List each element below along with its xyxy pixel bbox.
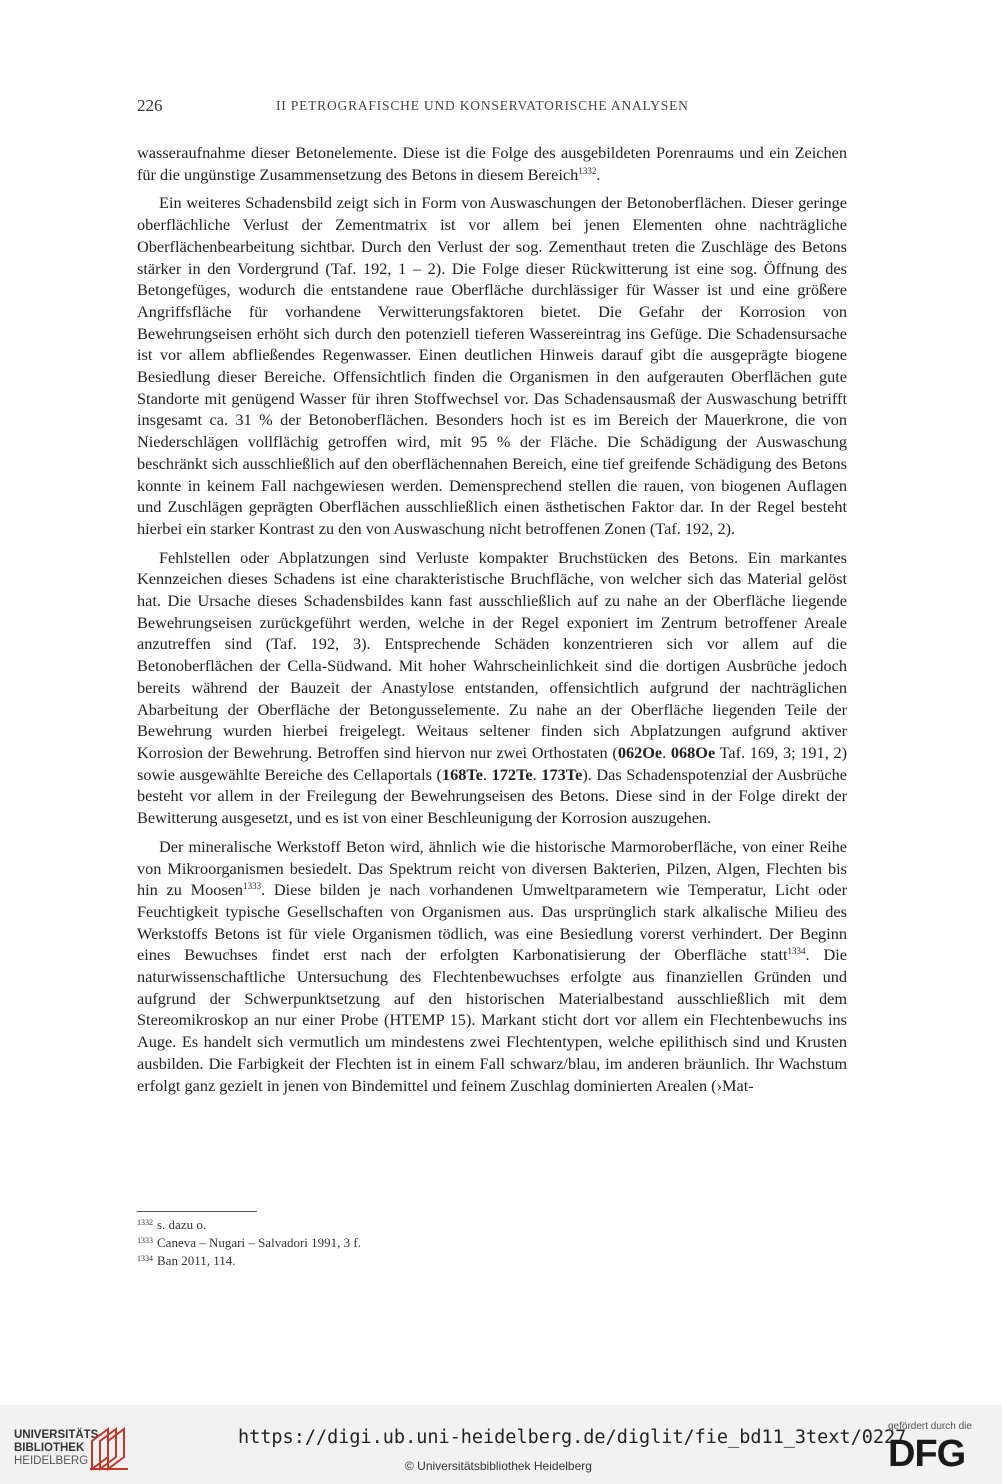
body-text — [137, 142, 847, 1103]
library-name-line1: UNIVERSITÄTS- — [14, 1429, 103, 1441]
dfg-logo: DFG — [888, 1433, 966, 1475]
funder-block[interactable] — [888, 1421, 988, 1474]
page-number: 226 — [137, 96, 163, 115]
object-ref-062Oe: 062Oe — [617, 742, 663, 762]
library-mark-icon — [88, 1423, 140, 1473]
separator: . — [532, 764, 542, 784]
viewer-footer — [0, 1405, 1002, 1484]
running-head: II PETROGRAFISCHE UND KONSERVATORISCHE ANALYSEN — [276, 98, 689, 113]
footnote-number: 1333 — [137, 1236, 153, 1245]
footnote-number: 1334 — [137, 1254, 153, 1263]
footnote-1333 — [137, 1234, 847, 1252]
object-ref-068Oe: 068Oe — [670, 742, 716, 762]
paragraph-4-middle: . Diese bilden je nach vorhandenen Umweltparametern wie Temperatur, Licht oder Feuchtigkeit typische Gesellschaften von Organismen aus. Das ursprünglich stark alkalische Milieu des Werkstoffs Betons ist für viele Organismen tödlich, was eine Besiedlung vorerst verhindert. Der Beginn eines Bewuchses findet erst nach der erfolgten Karbonatisierung der Oberfläche statt — [137, 880, 847, 965]
paragraph-4-text: Der mineralische Werkstoff Beton wird, ähnlich wie die historische Marmoroberfläche, von einer Reihe von Mikroorganismen besiedelt. Das Spektrum reicht von diversen Bakterien, Pilzen, Algen, Flechten bis hin zu Moosen — [137, 836, 847, 900]
footnote-1332 — [137, 1216, 847, 1234]
object-ref-172Te: 172Te — [491, 764, 533, 784]
paragraph-1-end: . — [596, 164, 601, 184]
paragraph-1 — [137, 142, 847, 185]
separator: . — [662, 742, 671, 762]
paragraph-3-text: Fehlstellen oder Abplatzungen sind Verluste kompakter Bruchstücken des Betons. Ein markantes Kennzeichen dieses Schadens ist eine charakteristische Bruchfläche, von welcher sich das Material gelöst hat. Die Ursache dieses Schadensbildes kann fast ausschließlich auf zu nahe an der Oberfläche liegende Bewehrungseisen zurückgeführt werden, welche in der Regel exponiert im Zentrum betroffener Areale anzutreffen sind (Taf. 192, 3). Entsprechende Schäden konzentrieren sich vor allem auf die Betonoberflächen der Cella-Südwand. Mit hoher Wahrscheinlichkeit sind die dortigen Ausbrüche jedoch bereits während der Bauzeit der Anastylose entstanden, offensichtlich aufgrund der nachträglichen Abarbeitung der Oberfläche der Betongusselemente. Zu nahe an der Oberfläche liegenden Teile der Bewehrung wurden hierbei freigelegt. Weitaus seltener finden sich Abplatzungen aufgrund aktiver Korrosion der Bewehrung. Betroffen sind hiervon nur zwei Orthostaten ( — [137, 547, 847, 762]
paragraph-2: Ein weiteres Schadensbild zeigt sich in Form von Auswaschungen der Betonoberflächen. Dieser geringe oberflächliche Verlust der Zementmatrix ist vor allem bei jenen Elementen ohne nachträgliche Oberflächenbearbeitung sichtbar. Durch den Verlust der sog. Zementhaut treten die Zuschläge des Betons stärker in den Vordergrund (Taf. 192, 1 – 2). Die Folge dieser Rückwitterung ist eine sog. Öffnung des Betongefüges, wodurch die entstandene raue Oberfläche durchlässiger für Wasser ist und eine größere Angriffsfläche für vorhandene Verwitterungsfaktoren bietet. Die Gefahr der Korrosion von Bewehrungseisen erhöht sich durch den potenziell tieferen Wassereintrag ins Gefüge. Die Schadensursache ist vor allem abfließendes Regenwasser. Einen deutlichen Hinweis darauf gibt die ausgeprägte biogene Besiedlung dieser Bereiche. Offensichtlich finden die Organismen in den aufgerauten Oberflächen gute Standorte mit genügend Wasser für ihren Stoffwechsel vor. Das Schadensausmaß der Auswaschung betrifft insgesamt ca. 31 % der Betonoberflächen. Besonders hoch ist es im Bereich der Mauerkrone, die von Niederschlägen vollflächig getroffen wird, mit 95 % der Fläche. Die Schädigung der Auswaschung beschränkt sich ausschließlich auf den oberflächennahen Bereich, eine tief greifende Schädigung des Betons konnte in keinem Fall nachgewiesen werden. Demensprechend stellen die rauen, von biogenen Auflagen und Zuschlägen geprägten Oberflächen ausschließlich einen ästhetischen Faktor dar. In der Regel besteht hierbei ein starker Kontrast zu den von Auswaschung nicht betroffenen Zonen (Taf. 192, 2). — [137, 193, 847, 538]
footnote-text: Ban 2011, 114. — [157, 1253, 236, 1268]
paragraph-1-text: wasseraufnahme dieser Betonelemente. Diese ist die Folge des ausgebildeten Porenraums und ein Zeichen für die ungünstige Zusammensetzung des Betons in diesem Bereich — [137, 143, 847, 184]
object-ref-168Te: 168Te — [441, 764, 483, 784]
paragraph-4 — [137, 836, 847, 1096]
paragraph-3-end: ). Das Schadenspotenzial der Ausbrüche besteht vor allem in der Freilegung der Bewehrungseisen des Betons. Diese sind in der Folge direkt der Bewitterung ausgesetzt, und es ist von einer Beschleunigung der Korrosion auszugehen. — [137, 764, 848, 828]
paragraph-4-end: . Die naturwissenschaftliche Untersuchung des Flechtenbewuchses erfolgte aus finanziellen Gründen und aufgrund der Schwerpunktsetzung auf den historischen Materialbestand ausschließlich mit dem Stereomikroskop an nur einer Probe (HTEMP 15). Markant sticht dort vor allem ein Flechtenbewuchs ins Auge. Es handelt sich vermutlich um mindestens zwei Flechtentypen, welche epilithisch sind und Krusten ausbilden. Die Farbigkeit der Flechten ist in einem Fall schwarz/blau, im anderen bräunlich. Ihr Wachstum erfolgt ganz gezielt in jenen von Bindemittel und feinem Zuschlag dominierten Arealen (›Mat- — [137, 945, 847, 1095]
footnote-ref-1334[interactable]: 1334 — [787, 946, 806, 957]
library-name-line2: BIBLIOTHEK — [14, 1442, 85, 1454]
permalink-url[interactable]: https://digi.ub.uni-heidelberg.de/diglit/fie_bd11_3text/0227 — [238, 1427, 907, 1448]
footnote-ref-1333[interactable]: 1333 — [243, 881, 262, 892]
footnote-text: Caneva – Nugari – Salvadori 1991, 3 f. — [157, 1235, 361, 1250]
library-name-line3: HEIDELBERG — [14, 1455, 89, 1467]
funded-by-label: gefördert durch die — [888, 1421, 972, 1432]
separator: . — [482, 764, 492, 784]
page-header — [137, 96, 847, 120]
object-ref-173Te: 173Te — [541, 764, 583, 784]
paragraph-3-middle: Taf. 169, 3; 191, 2) sowie ausgewählte Bereiche des Cellaportals ( — [137, 742, 848, 784]
footnote-text: s. dazu o. — [157, 1217, 207, 1232]
footnote-1334 — [137, 1252, 847, 1270]
paragraph-3 — [137, 547, 847, 829]
copyright-notice: © Universitätsbibliothek Heidelberg — [405, 1459, 592, 1473]
footnotes — [137, 1216, 847, 1270]
footnote-number: 1332 — [137, 1218, 153, 1227]
footnote-divider — [137, 1211, 257, 1212]
footnote-ref-1332[interactable]: 1332 — [578, 165, 597, 176]
